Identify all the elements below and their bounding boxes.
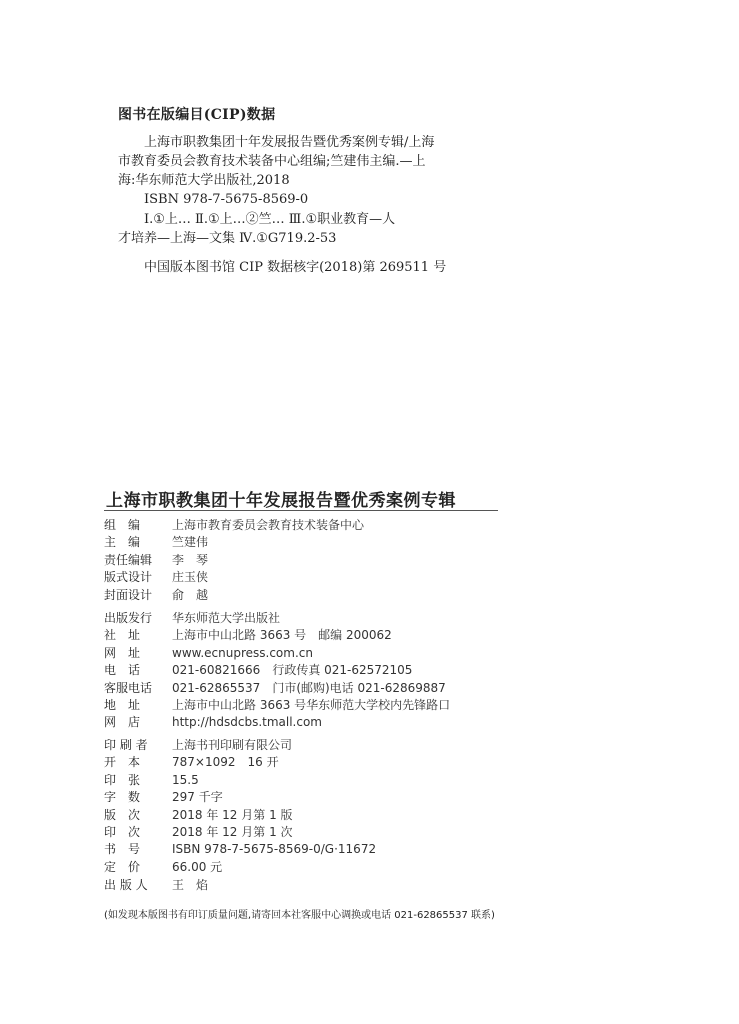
publisher-label: 网 店 (104, 715, 141, 730)
publisher-row (104, 662, 450, 679)
print-value: 297 千字 (172, 790, 223, 805)
credit-row (104, 517, 364, 534)
print-label: 印 张 (104, 772, 141, 787)
publisher-block (104, 610, 450, 732)
credit-row (104, 534, 364, 551)
print-value: ISBN 978-7-5675-8569-0/G·11672 (172, 842, 377, 857)
credit-label: 组 编 (104, 518, 141, 532)
publisher-label: 社 址 (104, 628, 141, 643)
print-value: 66.00 元 (172, 859, 223, 874)
credit-value: 俞 越 (172, 587, 209, 602)
print-label: 开 本 (104, 755, 141, 770)
publisher-label: 地 址 (104, 698, 141, 713)
quality-footnote: (如发现本版图书有印订质量问题,请寄回本社客服中心调换或电话 021-62865537 联系) (104, 910, 495, 921)
credit-row (104, 587, 364, 604)
print-row (104, 841, 376, 858)
publisher-person-value: 王 焰 (172, 878, 209, 892)
print-row (104, 754, 376, 771)
publisher-value: 上海市中山北路 3663 号华东师范大学校内先锋路口 (172, 698, 451, 713)
print-row (104, 824, 376, 841)
credits-block (104, 517, 364, 604)
print-label: 定 价 (104, 859, 141, 874)
publisher-person-row (104, 877, 208, 894)
cip-subject-line: Ⅰ.①上… Ⅱ.①上…②竺… Ⅲ.①职业教育—人 (144, 212, 396, 227)
cip-subjects (118, 210, 458, 248)
cip-catalog (118, 258, 458, 277)
publisher-row (104, 610, 450, 627)
print-row (104, 737, 376, 754)
print-label: 书 号 (104, 842, 141, 857)
publisher-person-block (104, 877, 208, 894)
print-value: 2018 年 12 月第 1 版 (172, 807, 293, 822)
publisher-row (104, 680, 450, 697)
cip-heading: 图书在版编目(CIP)数据 (118, 107, 276, 123)
print-value: 上海书刊印刷有限公司 (172, 738, 293, 752)
publisher-person-label: 出 版 人 (104, 878, 148, 892)
print-row (104, 789, 376, 806)
title-divider (104, 510, 498, 511)
credit-row (104, 552, 364, 569)
print-row (104, 772, 376, 789)
print-label: 版 次 (104, 807, 141, 822)
cip-entry (118, 133, 458, 209)
print-label: 印 刷 者 (104, 738, 148, 752)
print-block (104, 737, 376, 876)
cip-subject-line: 才培养—上海—文集 Ⅳ.①G719.2-53 (118, 231, 337, 246)
credit-label: 主 编 (104, 535, 141, 550)
publisher-row (104, 645, 450, 662)
publisher-row (104, 697, 450, 714)
publisher-value: 021-62865537 门市(邮购)电话 021-62869887 (172, 680, 446, 695)
credit-value: 竺建伟 (172, 535, 209, 550)
publisher-value: 上海市中山北路 3663 号 邮编 200062 (172, 628, 392, 643)
print-row (104, 807, 376, 824)
publisher-label: 出版发行 (104, 611, 153, 625)
publisher-value: 021-60821666 行政传真 021-62572105 (172, 663, 413, 678)
print-value: 787×1092 16 开 (172, 755, 279, 770)
book-title: 上海市职教集团十年发展报告暨优秀案例专辑 (106, 491, 456, 511)
cip-entry-line: 海:华东师范大学出版社,2018 (118, 173, 290, 188)
cip-catalog-number: 中国版本图书馆 CIP 数据核字(2018)第 269511 号 (144, 260, 447, 275)
cip-entry-line: 市教育委员会教育技术装备中心组编;竺建伟主编.—上 (118, 154, 426, 169)
publisher-value: http://hdsdcbs.tmall.com (172, 715, 322, 730)
cip-entry-line: 上海市职教集团十年发展报告暨优秀案例专辑/上海 (144, 135, 435, 150)
publisher-label: 网 址 (104, 645, 141, 660)
print-value: 15.5 (172, 772, 199, 787)
cip-entry-line: ISBN 978-7-5675-8569-0 (144, 192, 309, 207)
credit-label: 版式设计 (104, 570, 153, 585)
credit-value: 上海市教育委员会教育技术装备中心 (172, 518, 365, 532)
publisher-label: 电 话 (104, 663, 141, 678)
credit-value: 庄玉侠 (172, 570, 209, 585)
print-value: 2018 年 12 月第 1 次 (172, 825, 293, 840)
credit-label: 封面设计 (104, 587, 153, 602)
publisher-label: 客服电话 (104, 680, 153, 695)
print-label: 字 数 (104, 790, 141, 805)
publisher-row (104, 714, 450, 731)
credit-row (104, 569, 364, 586)
print-label: 印 次 (104, 825, 141, 840)
publisher-value: www.ecnupress.com.cn (172, 645, 313, 660)
print-row (104, 859, 376, 876)
credit-label: 责任编辑 (104, 552, 153, 567)
publisher-row (104, 627, 450, 644)
publisher-value: 华东师范大学出版社 (172, 611, 281, 625)
credit-value: 李 琴 (172, 552, 209, 567)
